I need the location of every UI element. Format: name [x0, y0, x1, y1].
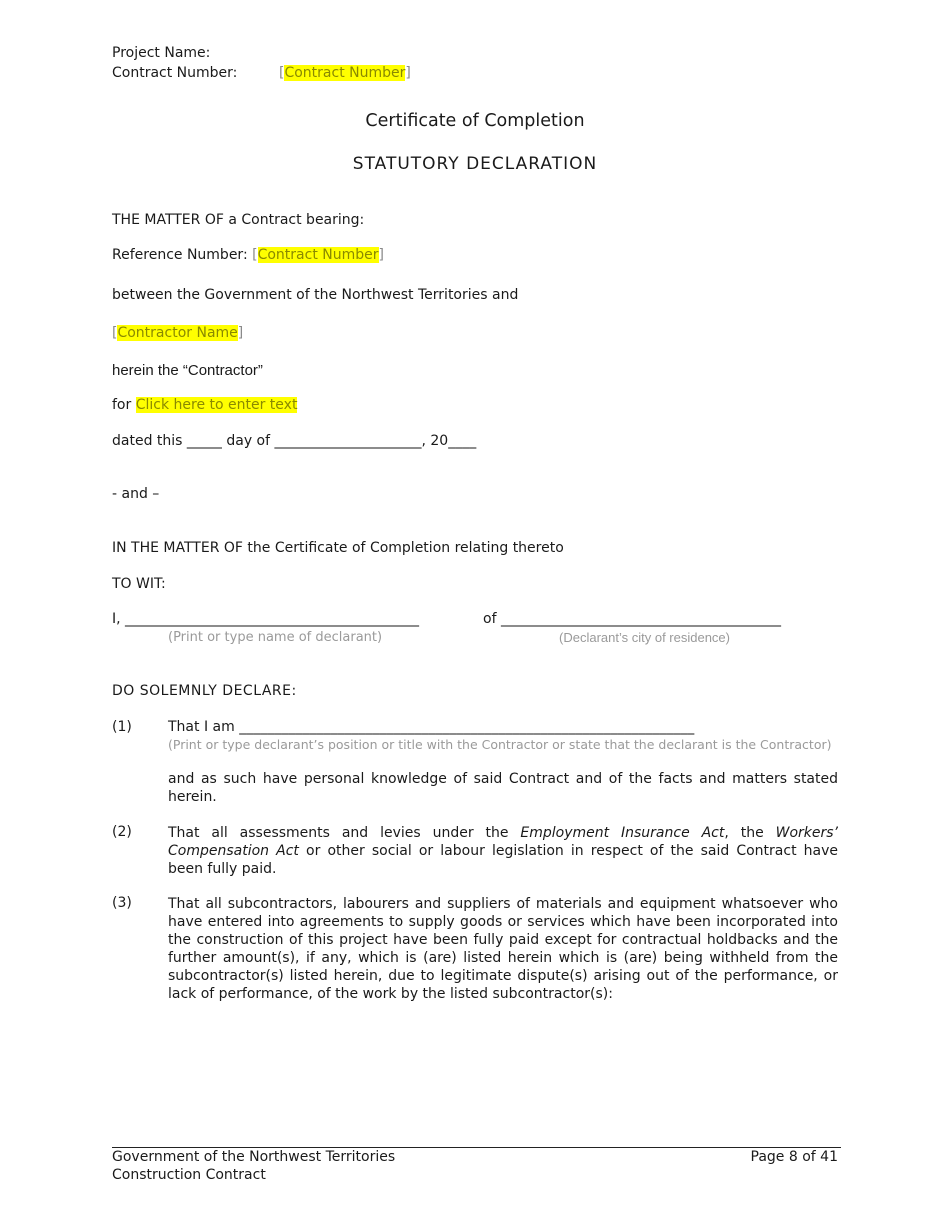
item-2-text-b: , the: [724, 825, 764, 841]
in-the-matter-line: IN THE MATTER OF the Certificate of Completion relating thereto: [112, 540, 564, 556]
for-label: for: [112, 397, 132, 413]
page-number: Page 8 of 41: [750, 1149, 838, 1165]
item-2-text-a: That all assessments and levies under the: [168, 825, 509, 841]
item-number: (3): [112, 895, 132, 911]
item-2-text: [168, 824, 838, 878]
declarant-name-line[interactable]: I, __________________________________________: [112, 611, 420, 627]
contract-number-field[interactable]: [279, 65, 411, 81]
between-line: between the Government of the Northwest Territories and: [112, 287, 519, 303]
page-subtitle: STATUTORY DECLARATION: [352, 154, 598, 174]
page-title: Certificate of Completion: [365, 111, 585, 131]
bracket-open: [: [252, 247, 258, 263]
position-title-hint: (Print or type declarant’s position or title with the Contractor or state that the declarant is the Contractor): [168, 737, 832, 752]
bracket-open: [: [112, 325, 118, 341]
bracket-open: [: [279, 65, 285, 81]
declarant-name-hint: (Print or type name of declarant): [168, 630, 383, 645]
bracket-close: ]: [405, 65, 411, 81]
to-wit: TO WIT:: [112, 576, 166, 592]
project-name-label: Project Name:: [112, 45, 211, 61]
bracket-close: ]: [378, 247, 384, 263]
dated-line: dated this _____ day of _____________________, 20____: [112, 433, 477, 449]
item-3-text: That all subcontractors, labourers and suppliers of materials and equipment whatsoever who have entered into agreements to supply goods or services which have been incorporated into the construction of this project have been fully paid except for contractual holdbacks and the further amount(s), if any, which is (are) listed herein which is (are) being withheld from the subcontractor(s) listed herein, due to legitimate dispute(s) arising out of the performance, or lack of performance, of the work by the listed subcontractor(s):: [168, 896, 838, 1002]
matter-line: THE MATTER OF a Contract bearing:: [112, 212, 365, 228]
declarant-city-line[interactable]: of ________________________________________: [483, 611, 781, 627]
herein-contractor: herein the “Contractor”: [112, 362, 263, 379]
contract-number-label: Contract Number:: [112, 65, 238, 81]
declare-heading: DO SOLEMNLY DECLARE:: [112, 683, 297, 699]
footer-doc: Construction Contract: [112, 1167, 266, 1183]
reference-number-field[interactable]: Contract Number: [257, 247, 379, 263]
item-2-text-c: or other social or labour legislation in respect of the said Contract have been fully paid.: [168, 843, 839, 877]
and-separator: - and –: [112, 486, 160, 502]
workers-compensation-act: Workers’ Compensation Act: [168, 825, 838, 859]
position-title-line[interactable]: That I am _________________________________________________________________: [168, 719, 695, 735]
footer-org: Government of the Northwest Territories: [112, 1149, 396, 1165]
footer-divider: [112, 1147, 841, 1148]
declarant-city-hint: (Declarant’s city of residence): [559, 630, 730, 645]
item-number: (1): [112, 719, 132, 735]
reference-number-label: Reference Number:: [112, 247, 248, 263]
contractor-name-field-text[interactable]: Contractor Name: [117, 325, 238, 341]
contractor-name-field[interactable]: [112, 325, 243, 341]
bracket-close: ]: [237, 325, 244, 341]
reference-number-row: [112, 247, 384, 263]
contract-number-field-text[interactable]: Contract Number: [284, 65, 406, 81]
for-row: [112, 397, 297, 413]
employment-insurance-act: Employment Insurance Act: [520, 825, 725, 841]
item-1-text: and as such have personal knowledge of said Contract and of the facts and matters stated herein.: [168, 771, 838, 805]
for-text-field[interactable]: Click here to enter text: [135, 397, 298, 413]
item-number: (2): [112, 824, 132, 840]
